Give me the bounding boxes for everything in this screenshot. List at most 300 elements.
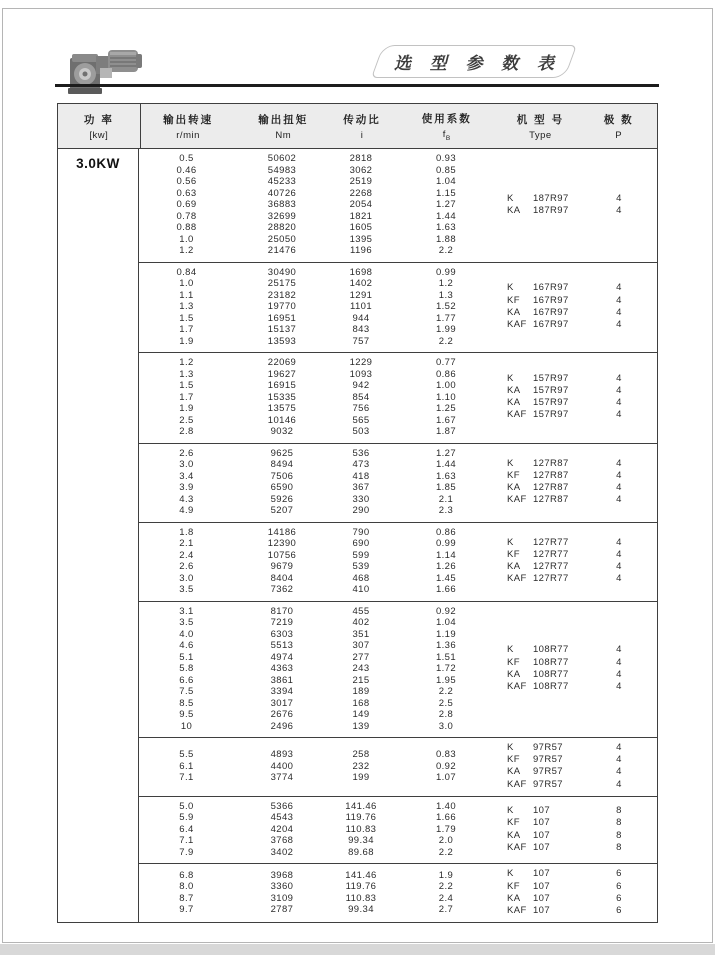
type-row bbox=[507, 193, 657, 205]
cell-value: 3.9 bbox=[179, 482, 194, 493]
poles-value: 4 bbox=[616, 536, 622, 548]
table-block-8 bbox=[139, 797, 657, 865]
cell-value: 40726 bbox=[267, 187, 297, 199]
ratio_i-column bbox=[330, 870, 392, 916]
ratio_i-column bbox=[330, 357, 392, 438]
selection-table bbox=[57, 103, 658, 923]
torque_nm-column bbox=[234, 153, 330, 257]
cell-value: 7.5 bbox=[179, 686, 194, 697]
cell-value: 0.77 bbox=[435, 357, 457, 368]
cell-value: 25175 bbox=[267, 278, 297, 289]
cell-value: 3861 bbox=[270, 674, 294, 686]
cell-value: 99.34 bbox=[348, 904, 374, 916]
poles-value: 4 bbox=[616, 397, 622, 409]
torque_nm-column bbox=[234, 606, 330, 733]
cell-value: 1196 bbox=[349, 245, 373, 256]
poles-value: 4 bbox=[616, 573, 622, 585]
cell-value: 9.5 bbox=[179, 709, 194, 720]
cell-value: 5926 bbox=[270, 493, 294, 505]
cell-value: 6.1 bbox=[179, 760, 194, 772]
cell-value: 3.5 bbox=[179, 617, 194, 628]
type-prefix: KF bbox=[507, 294, 520, 306]
cell-value: 1.25 bbox=[435, 403, 457, 414]
cell-value: 1.51 bbox=[435, 651, 457, 663]
cell-value: 12390 bbox=[267, 538, 297, 549]
cell-value: 0.69 bbox=[176, 199, 197, 210]
type-prefix: KA bbox=[507, 385, 521, 397]
table-block-1 bbox=[139, 149, 657, 263]
type-model: 157R97 bbox=[533, 397, 569, 409]
cell-value: 0.56 bbox=[176, 176, 197, 187]
table-blocks bbox=[139, 149, 657, 922]
cell-value: 3.5 bbox=[179, 584, 194, 595]
type-prefix: K bbox=[507, 282, 514, 294]
cell-value: 473 bbox=[352, 459, 370, 470]
torque_nm-column bbox=[234, 801, 330, 859]
header-output-torque: 输出扭矩 Nm bbox=[258, 113, 309, 141]
cell-value: 1.87 bbox=[435, 426, 457, 437]
cell-value: 45233 bbox=[267, 176, 297, 187]
cell-value: 0.46 bbox=[176, 164, 197, 176]
torque_nm-column bbox=[234, 448, 330, 517]
cell-value: 3.1 bbox=[179, 605, 194, 617]
factor_fb-column bbox=[392, 870, 500, 916]
cell-value: 28820 bbox=[267, 222, 297, 233]
cell-value: 89.68 bbox=[348, 846, 374, 858]
cell-value: 1.2 bbox=[179, 245, 194, 256]
cell-value: 6.6 bbox=[179, 674, 194, 686]
table-header-row bbox=[58, 104, 657, 149]
type-prefix: KF bbox=[507, 754, 520, 766]
cell-value: 15137 bbox=[267, 324, 297, 335]
cell-value: 2.2 bbox=[438, 245, 454, 256]
speed_rmin-column bbox=[139, 357, 234, 438]
header-poles: 极 数 P bbox=[603, 113, 634, 141]
poles-value: 4 bbox=[616, 204, 622, 216]
type-row bbox=[507, 397, 657, 409]
torque_nm-column bbox=[234, 870, 330, 916]
cell-value: 1.27 bbox=[435, 447, 457, 459]
cell-value: 1.00 bbox=[435, 380, 457, 391]
poles-value: 8 bbox=[616, 817, 622, 829]
type-prefix: K bbox=[507, 644, 514, 656]
cell-value: 9679 bbox=[270, 561, 294, 572]
cell-value: 1101 bbox=[349, 301, 373, 312]
cell-value: 8.0 bbox=[179, 881, 194, 893]
poles-value: 4 bbox=[616, 469, 622, 481]
cell-value: 9625 bbox=[270, 447, 294, 459]
cell-value: 189 bbox=[352, 686, 370, 697]
type-model: 127R77 bbox=[533, 548, 569, 560]
type-model: 127R77 bbox=[533, 536, 569, 548]
type-column bbox=[500, 805, 657, 854]
speed_rmin-column bbox=[139, 527, 234, 596]
cell-value: 0.63 bbox=[176, 187, 197, 199]
cell-value: 54983 bbox=[267, 164, 297, 176]
type-model: 107 bbox=[533, 904, 551, 916]
speed_rmin-column bbox=[139, 448, 234, 517]
type-column bbox=[500, 373, 657, 422]
ratio_i-column bbox=[330, 801, 392, 859]
cell-value: 1698 bbox=[349, 266, 373, 278]
type-prefix: K bbox=[507, 742, 514, 753]
cell-value: 3109 bbox=[270, 892, 294, 904]
type-row bbox=[507, 754, 657, 766]
type-model: 108R77 bbox=[533, 668, 569, 680]
type-model: 127R77 bbox=[533, 573, 569, 585]
cell-value: 854 bbox=[352, 391, 370, 403]
type-column bbox=[500, 537, 657, 586]
type-prefix: KA bbox=[507, 397, 521, 409]
type-prefix: KAF bbox=[507, 778, 527, 790]
cell-value: 9.7 bbox=[179, 904, 194, 916]
cell-value: 3968 bbox=[270, 869, 294, 881]
cell-value: 3.0 bbox=[179, 572, 194, 584]
type-model: 167R97 bbox=[533, 306, 569, 318]
cell-value: 139 bbox=[352, 720, 370, 732]
type-prefix: KAF bbox=[507, 573, 527, 585]
ratio_i-column bbox=[330, 448, 392, 517]
cell-value: 1.2 bbox=[179, 357, 194, 368]
cell-value: 9032 bbox=[270, 426, 294, 437]
cell-value: 4.3 bbox=[179, 493, 194, 505]
type-prefix: KA bbox=[507, 306, 521, 318]
cell-value: 599 bbox=[352, 549, 370, 561]
cell-value: 4204 bbox=[270, 823, 294, 835]
cell-value: 5366 bbox=[270, 800, 294, 812]
type-prefix: KAF bbox=[507, 680, 527, 692]
factor_fb-column bbox=[392, 749, 500, 784]
cell-value: 168 bbox=[352, 697, 370, 709]
cell-value: 1.19 bbox=[435, 628, 457, 640]
cell-value: 2.8 bbox=[179, 426, 194, 437]
cell-value: 0.85 bbox=[435, 164, 457, 176]
type-row bbox=[507, 537, 657, 549]
type-column bbox=[500, 282, 657, 331]
type-prefix: KA bbox=[507, 204, 521, 216]
type-prefix: KAF bbox=[507, 318, 527, 330]
type-column bbox=[500, 458, 657, 507]
type-row bbox=[507, 881, 657, 893]
cell-value: 16951 bbox=[267, 312, 297, 324]
cell-value: 468 bbox=[352, 572, 370, 584]
cell-value: 3.0 bbox=[438, 720, 454, 732]
page-title: 选 型 参 数 表 bbox=[394, 54, 561, 73]
cell-value: 503 bbox=[352, 426, 370, 437]
type-row bbox=[507, 561, 657, 573]
cell-value: 2.1 bbox=[438, 493, 454, 505]
cell-value: 4363 bbox=[270, 663, 294, 674]
type-prefix: K bbox=[507, 372, 514, 384]
cell-value: 1.66 bbox=[435, 812, 457, 824]
cell-value: 2.5 bbox=[179, 414, 194, 426]
cell-value: 3.0 bbox=[179, 459, 194, 470]
cell-value: 1.15 bbox=[435, 187, 457, 199]
type-row bbox=[507, 307, 657, 319]
type-model: 107 bbox=[533, 892, 551, 904]
cell-value: 5207 bbox=[270, 505, 294, 516]
ratio_i-column bbox=[330, 267, 392, 348]
poles-value: 4 bbox=[616, 457, 622, 469]
type-model: 107 bbox=[533, 868, 551, 880]
cell-value: 5.9 bbox=[179, 812, 194, 824]
factor_fb-column bbox=[392, 267, 500, 348]
table-block-2 bbox=[139, 263, 657, 354]
poles-value: 8 bbox=[616, 805, 622, 817]
type-prefix: KA bbox=[507, 766, 521, 778]
cell-value: 7506 bbox=[270, 470, 294, 482]
cell-value: 19627 bbox=[267, 368, 297, 380]
header-rule bbox=[55, 84, 659, 87]
speed_rmin-column bbox=[139, 153, 234, 257]
cell-value: 1.26 bbox=[435, 561, 457, 572]
type-row bbox=[507, 817, 657, 829]
cell-value: 1.3 bbox=[438, 289, 454, 301]
cell-value: 1395 bbox=[349, 233, 373, 245]
cell-value: 232 bbox=[352, 760, 370, 772]
type-prefix: KF bbox=[507, 880, 520, 892]
ratio_i-column bbox=[330, 153, 392, 257]
cell-value: 0.88 bbox=[176, 222, 197, 233]
table-body bbox=[58, 149, 657, 922]
type-column bbox=[500, 868, 657, 917]
poles-value: 6 bbox=[616, 904, 622, 916]
cell-value: 14186 bbox=[267, 526, 297, 538]
cell-value: 1605 bbox=[349, 222, 373, 233]
cell-value: 2818 bbox=[349, 153, 373, 164]
type-model: 97R57 bbox=[533, 778, 563, 790]
cell-value: 7219 bbox=[270, 617, 294, 628]
poles-value: 6 bbox=[616, 868, 622, 880]
type-row bbox=[507, 830, 657, 842]
cell-value: 1402 bbox=[349, 278, 373, 289]
cell-value: 2.4 bbox=[179, 549, 194, 561]
torque_nm-column bbox=[234, 749, 330, 784]
cell-value: 1821 bbox=[349, 210, 373, 222]
cell-value: 1.40 bbox=[435, 800, 457, 812]
cell-value: 6.4 bbox=[179, 823, 194, 835]
type-column bbox=[500, 742, 657, 791]
cell-value: 351 bbox=[352, 628, 370, 640]
cell-value: 1.5 bbox=[179, 380, 194, 391]
table-block-9 bbox=[139, 864, 657, 922]
type-model: 108R77 bbox=[533, 644, 569, 656]
poles-value: 4 bbox=[616, 409, 622, 421]
cell-value: 3017 bbox=[270, 697, 294, 709]
poles-value: 4 bbox=[616, 656, 622, 668]
cell-value: 5.8 bbox=[179, 663, 194, 674]
table-block-7 bbox=[139, 738, 657, 797]
cell-value: 307 bbox=[352, 640, 370, 651]
cell-value: 25050 bbox=[267, 233, 297, 245]
cell-value: 455 bbox=[352, 605, 370, 617]
type-prefix: KA bbox=[507, 482, 521, 493]
cell-value: 0.92 bbox=[435, 605, 457, 617]
poles-value: 8 bbox=[616, 841, 622, 853]
cell-value: 141.46 bbox=[345, 869, 377, 881]
cell-value: 1.3 bbox=[179, 368, 194, 380]
cell-value: 2.4 bbox=[438, 892, 454, 904]
cell-value: 1.8 bbox=[179, 526, 194, 538]
header-power: 功 率 [kw] bbox=[58, 104, 141, 148]
header-ratio: 传动比 i bbox=[343, 113, 381, 141]
cell-value: 4400 bbox=[270, 760, 294, 772]
cell-value: 8170 bbox=[270, 605, 294, 617]
cell-value: 119.76 bbox=[345, 881, 377, 893]
cell-value: 1.14 bbox=[435, 549, 457, 561]
cell-value: 0.86 bbox=[435, 368, 457, 380]
cell-value: 6303 bbox=[270, 628, 294, 640]
table-block-3 bbox=[139, 353, 657, 444]
factor_fb-column bbox=[392, 801, 500, 859]
type-row bbox=[507, 779, 657, 791]
cell-value: 7.9 bbox=[179, 846, 194, 858]
type-column bbox=[500, 193, 657, 217]
factor_fb-column bbox=[392, 357, 500, 438]
cell-value: 3062 bbox=[349, 164, 373, 176]
cell-value: 3360 bbox=[270, 881, 294, 893]
table-block-6 bbox=[139, 602, 657, 739]
cell-value: 539 bbox=[352, 561, 370, 572]
type-prefix: KA bbox=[507, 829, 521, 841]
cell-value: 6590 bbox=[270, 482, 294, 493]
cell-value: 2.1 bbox=[179, 538, 194, 549]
cell-value: 2.5 bbox=[438, 697, 454, 709]
type-row bbox=[507, 657, 657, 669]
type-row bbox=[507, 482, 657, 494]
cell-value: 10146 bbox=[267, 414, 297, 426]
cell-value: 3394 bbox=[270, 686, 294, 697]
cell-value: 13593 bbox=[267, 335, 297, 347]
cell-value: 1.79 bbox=[435, 823, 457, 835]
speed_rmin-column bbox=[139, 801, 234, 859]
poles-value: 4 bbox=[616, 482, 622, 493]
type-row bbox=[507, 742, 657, 754]
type-prefix: KF bbox=[507, 548, 520, 560]
type-model: 167R97 bbox=[533, 318, 569, 330]
cell-value: 10756 bbox=[267, 549, 297, 561]
type-prefix: K bbox=[507, 868, 514, 880]
cell-value: 0.99 bbox=[435, 538, 457, 549]
speed_rmin-column bbox=[139, 267, 234, 348]
type-row bbox=[507, 409, 657, 421]
cell-value: 690 bbox=[352, 538, 370, 549]
type-row bbox=[507, 470, 657, 482]
cell-value: 1.9 bbox=[179, 335, 194, 347]
cell-value: 1.95 bbox=[435, 674, 457, 686]
cell-value: 1.7 bbox=[179, 324, 194, 335]
cell-value: 30490 bbox=[267, 266, 297, 278]
cell-value: 2.0 bbox=[438, 835, 454, 847]
cell-value: 13575 bbox=[267, 403, 297, 414]
cell-value: 110.83 bbox=[345, 892, 377, 904]
cell-value: 258 bbox=[352, 749, 370, 761]
type-model: 97R57 bbox=[533, 766, 563, 778]
type-prefix: KAF bbox=[507, 409, 527, 421]
cell-value: 757 bbox=[352, 335, 370, 347]
type-prefix: KAF bbox=[507, 904, 527, 916]
cell-value: 2496 bbox=[270, 720, 294, 732]
cell-value: 1.63 bbox=[435, 222, 457, 233]
cell-value: 4893 bbox=[270, 749, 294, 761]
poles-value: 4 bbox=[616, 680, 622, 692]
cell-value: 1.99 bbox=[435, 324, 457, 335]
type-prefix: KF bbox=[507, 817, 520, 829]
type-prefix: K bbox=[507, 457, 514, 469]
cell-value: 4543 bbox=[270, 812, 294, 824]
type-row bbox=[507, 458, 657, 470]
type-model: 127R87 bbox=[533, 494, 569, 506]
type-model: 157R97 bbox=[533, 372, 569, 384]
cell-value: 290 bbox=[352, 505, 370, 516]
type-row bbox=[507, 373, 657, 385]
cell-value: 2.2 bbox=[438, 335, 454, 347]
cell-value: 141.46 bbox=[345, 800, 377, 812]
type-row bbox=[507, 282, 657, 294]
cell-value: 0.99 bbox=[435, 266, 457, 278]
cell-value: 1.88 bbox=[435, 233, 457, 245]
cell-value: 7.1 bbox=[179, 772, 194, 784]
type-row bbox=[507, 205, 657, 217]
cell-value: 1.04 bbox=[435, 176, 457, 187]
poles-value: 4 bbox=[616, 494, 622, 506]
factor_fb-column bbox=[392, 606, 500, 733]
type-row bbox=[507, 573, 657, 585]
type-prefix: KA bbox=[507, 561, 521, 572]
cell-value: 2787 bbox=[270, 904, 294, 916]
cell-value: 8494 bbox=[270, 459, 294, 470]
table-block-5 bbox=[139, 523, 657, 602]
cell-value: 942 bbox=[352, 380, 370, 391]
speed_rmin-column bbox=[139, 606, 234, 733]
cell-value: 3.4 bbox=[179, 470, 194, 482]
cell-value: 1.36 bbox=[435, 640, 457, 651]
cell-value: 1.9 bbox=[179, 403, 194, 414]
gearmotor-photo bbox=[64, 38, 148, 100]
type-row bbox=[507, 669, 657, 681]
cell-value: 5.5 bbox=[179, 749, 194, 761]
poles-value: 4 bbox=[616, 294, 622, 306]
cell-value: 0.5 bbox=[179, 153, 194, 164]
cell-value: 32699 bbox=[267, 210, 297, 222]
cell-value: 2.3 bbox=[438, 505, 454, 516]
type-row bbox=[507, 385, 657, 397]
cell-value: 5.0 bbox=[179, 800, 194, 812]
cell-value: 110.83 bbox=[345, 823, 377, 835]
cell-value: 790 bbox=[352, 526, 370, 538]
type-model: 97R57 bbox=[533, 754, 563, 766]
cell-value: 1.85 bbox=[435, 482, 457, 493]
cell-value: 0.86 bbox=[435, 526, 457, 538]
cell-value: 2519 bbox=[349, 176, 373, 187]
type-prefix: KAF bbox=[507, 841, 527, 853]
cell-value: 1.10 bbox=[435, 391, 457, 403]
cell-value: 4.6 bbox=[179, 640, 194, 651]
cell-value: 8.7 bbox=[179, 892, 194, 904]
type-prefix: KAF bbox=[507, 494, 527, 506]
cell-value: 21476 bbox=[267, 245, 297, 256]
cell-value: 7362 bbox=[270, 584, 294, 595]
cell-value: 1.63 bbox=[435, 470, 457, 482]
cell-value: 1093 bbox=[349, 368, 373, 380]
type-prefix: KA bbox=[507, 668, 521, 680]
cell-value: 19770 bbox=[267, 301, 297, 312]
type-model: 107 bbox=[533, 880, 551, 892]
cell-value: 23182 bbox=[267, 289, 297, 301]
type-row bbox=[507, 893, 657, 905]
poles-value: 4 bbox=[616, 282, 622, 294]
type-row bbox=[507, 681, 657, 693]
